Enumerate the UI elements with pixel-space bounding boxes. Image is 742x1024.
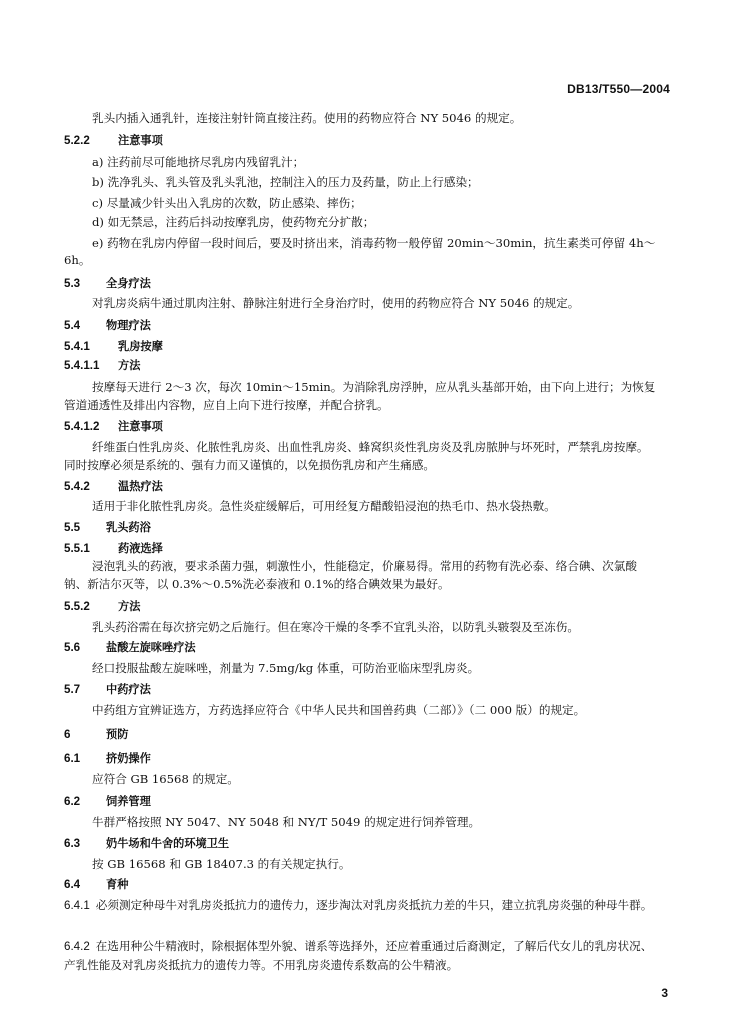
paragraph: 应符合 GB 16568 的规定。: [92, 772, 239, 786]
section-heading-6-3: 6.3 奶牛场和牛舍的环境卫生: [64, 837, 230, 850]
list-item: c) 尽量减少针头出入乳房的次数，防止感染、摔伤；: [92, 196, 362, 210]
paragraph: 经口投服盐酸左旋咪唑，剂量为 7.5mg/kg 体重，可防治亚临床型乳房炎。: [92, 661, 480, 675]
section-heading-6: 6 预防: [64, 728, 129, 741]
section-heading-5-6: 5.6 盐酸左旋咪唑疗法: [64, 641, 196, 654]
standard-code: DB13/T550—2004: [567, 82, 670, 96]
list-item: b) 洗净乳头、乳头管及乳头乳池，控制注入的压力及药量，防止上行感染；: [92, 175, 479, 189]
section-heading-5-5: 5.5 乳头药浴: [64, 521, 151, 534]
numbered-paragraph-6-4-1: 6.4.1 必须测定种母牛对乳房炎抵抗力的遗传力，逐步淘汰对乳房炎抵抗力差的牛只，建立抗乳房炎强的种母牛群。: [64, 898, 653, 912]
section-heading-5-2-2: 5.2.2 注意事项: [64, 134, 163, 147]
section-heading-5-7: 5.7 中药疗法: [64, 683, 151, 696]
section-heading-5-4-1: 5.4.1 乳房按摩: [64, 340, 163, 353]
numbered-paragraph-6-4-2: 6.4.2 在选用种公牛精液时，除根据体型外貌、谱系等选择外，还应着重通过后裔测定，了解后代女儿的乳房状况、产乳性能及对乳房炎抵抗力的遗传力等。不用乳房炎遗传系数高的公牛精液。: [64, 939, 653, 972]
section-heading-6-4: 6.4 育种: [64, 878, 129, 891]
section-heading-5-4-1-1: 5.4.1.1 方法: [64, 359, 141, 372]
list-item: e) 药物在乳房内停留一段时间后，要及时挤出来，消毒药物一般停留 20min～30min，抗生素类可停留 4h～6h。: [64, 236, 656, 267]
paragraph: 乳头药浴需在每次挤完奶之后施行。但在寒冷干燥的冬季不宜乳头浴，以防乳头皲裂及至冻伤。: [92, 620, 579, 634]
paragraph: 中药组方宜辨证选方，方药选择应符合《中华人民共和国兽药典（二部）》（二 000 版）的规定。: [92, 703, 586, 717]
paragraph: 纤维蛋白性乳房炎、化脓性乳房炎、出血性乳房炎、蜂窝织炎性乳房炎及乳房脓肿与坏死时，严禁乳房按摩。同时按摩必须是系统的、强有力而又谨慎的，以免损伤乳房和产生痛感。: [64, 440, 649, 472]
paragraph: 按 GB 16568 和 GB 18407.3 的有关规定执行。: [92, 857, 351, 871]
section-heading-5-4: 5.4 物理疗法: [64, 319, 151, 332]
paragraph: 牛群严格按照 NY 5047、NY 5048 和 NY/T 5049 的规定进行饲养管理。: [92, 815, 481, 829]
section-heading-5-4-2: 5.4.2 温热疗法: [64, 480, 163, 493]
section-heading-5-5-1: 5.5.1 药液选择: [64, 542, 163, 555]
paragraph: 对乳房炎病牛通过肌肉注射、静脉注射进行全身治疗时，使用的药物应符合 NY 5046 的规定。: [92, 296, 580, 310]
paragraph: 适用于非化脓性乳房炎。急性炎症缓解后，可用经复方醋酸铅浸泡的热毛巾、热水袋热敷。: [92, 499, 556, 513]
section-heading-5-4-1-2: 5.4.1.2 注意事项: [64, 420, 163, 433]
page-number: 3: [661, 986, 668, 1000]
section-heading-5-3: 5.3 全身疗法: [64, 277, 151, 290]
paragraph: 浸泡乳头的药液，要求杀菌力强，刺激性小，性能稳定，价廉易得。常用的药物有洗必泰、络合碘、次氯酸钠、新洁尔灭等，以 0.3%～0.5%洗必泰液和 0.1%的络合碘效果为最好。: [64, 559, 637, 591]
section-heading-6-2: 6.2 饲养管理: [64, 795, 151, 808]
paragraph: 按摩每天进行 2～3 次，每次 10min～15min。为消除乳房浮肿，应从乳头基部开始，由下向上进行；为恢复管道通透性及排出内容物，应自上向下进行按摩，并配合挤乳。: [64, 380, 656, 412]
section-heading-5-5-2: 5.5.2 方法: [64, 600, 141, 613]
list-item: a) 注药前尽可能地挤尽乳房内残留乳汁；: [92, 155, 305, 169]
list-item: d) 如无禁忌，注药后抖动按摩乳房，使药物充分扩散；: [92, 215, 375, 229]
paragraph: 乳头内插入通乳针，连接注射针筒直接注药。使用的药物应符合 NY 5046 的规定。: [92, 111, 522, 125]
section-heading-6-1: 6.1 挤奶操作: [64, 752, 151, 765]
